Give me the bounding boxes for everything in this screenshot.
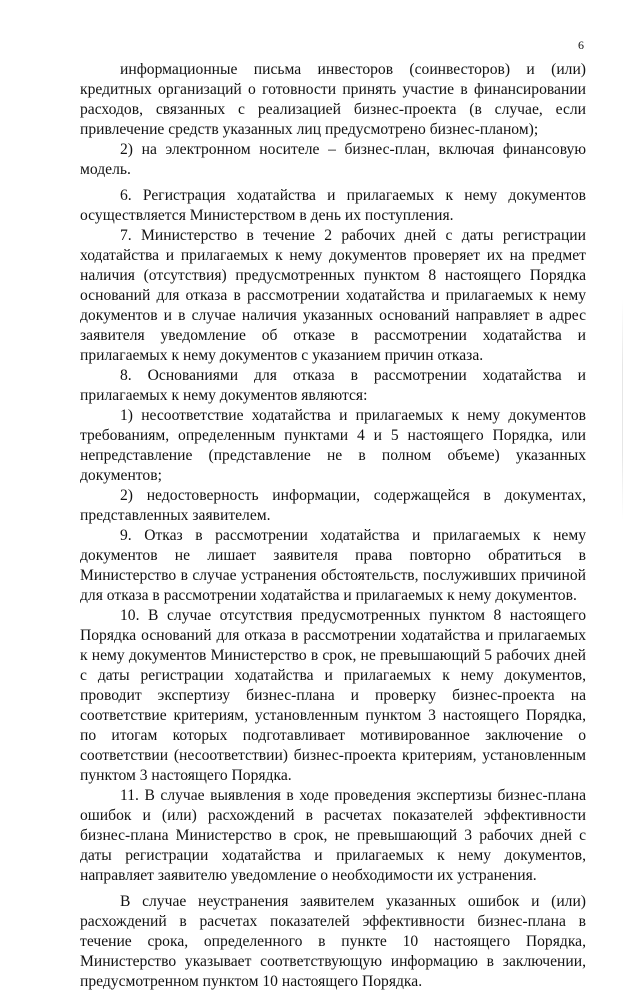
paragraph-item-11: 11. В случае выявления в ходе проведения экспертизы бизнес-плана ошибок и (или) расхождений в расчетах показателей эффективности бизнес-плана Министерство в срок, не превышающий 3 рабочих дней с даты регистрации ходатайства и прилагаемых к нему документов, направляет заявителю уведомление о необходимости их устранения. [80,787,586,884]
paragraph-investor-letters: информационные письма инвесторов (соинвесторов) и (или) кредитных организаций о готовности принять участие в финансировании расходов, связанных с реализацией бизнес-проекта (в случае, если привлечение средств указанных лиц предусмотрено бизнес-планом); [80,61,586,138]
paragraph-electronic-media: 2) на электронном носителе – бизнес-план, включая финансовую модель. [80,141,586,178]
paragraph-item-11-continued: В случае неустранения заявителем указанных ошибок и (или) расхождений в расчетах показателей эффективности бизнес-плана в течение срока, определенного в пункте 10 настоящего Порядка, Министерство указывает соответствующую информацию в заключении, предусмотренном пунктом 10 настоящего Порядка. [80,893,586,990]
scan-edge-mark [622,300,623,520]
paragraph-item-8: 8. Основаниями для отказа в рассмотрении ходатайства и прилагаемых к нему документов являются: [80,367,586,404]
paragraph-item-8-1: 1) несоответствие ходатайства и прилагаемых к нему документов требованиям, определенным пунктами 4 и 5 настоящего Порядка, или непредставление (представление не в полном объеме) указанных документов; [80,407,586,484]
paragraph-item-9: 9. Отказ в рассмотрении ходатайства и прилагаемых к нему документов не лишает заявителя права повторно обратиться в Министерство в случае устранения обстоятельств, послуживших причиной для отказа в рассмотрении ходатайства и прилагаемых к нему документов. [80,527,586,604]
document-body [80,60,586,992]
page-number: 6 [578,38,584,52]
paragraph-item-10: 10. В случае отсутствия предусмотренных пунктом 8 настоящего Порядка оснований для отказа в рассмотрении ходатайства и прилагаемых к нему документов Министерство в срок, не превышающий 5 рабочих дней с даты регистрации ходатайства и прилагаемых к нему документов, проводит экспертизу бизнес-плана и проверку бизнес-проекта на соответствие критериям, установленным пунктом 3 настоящего Порядка, по итогам которых подготавливает мотивированное заключение о соответствии (несоответствии) бизнес-проекта критериям, установленным пунктом 3 настоящего Порядка. [80,607,586,784]
paragraph-item-8-2: 2) недостоверность информации, содержащейся в документах, представленных заявителем. [80,487,586,524]
paragraph-item-6: 6. Регистрация ходатайства и прилагаемых к нему документов осуществляется Министерством в день их поступления. [80,187,586,224]
paragraph-item-7: 7. Министерство в течение 2 рабочих дней с даты регистрации ходатайства и прилагаемых к нему документов проверяет их на предмет наличия (отсутствия) предусмотренных пунктом 8 настоящего Порядка оснований для отказа в рассмотрении ходатайства и прилагаемых к нему документов и в случае наличия указанных оснований направляет в адрес заявителя уведомление об отказе в рассмотрении ходатайства и прилагаемых к нему документов с указанием причин отказа. [80,227,586,364]
